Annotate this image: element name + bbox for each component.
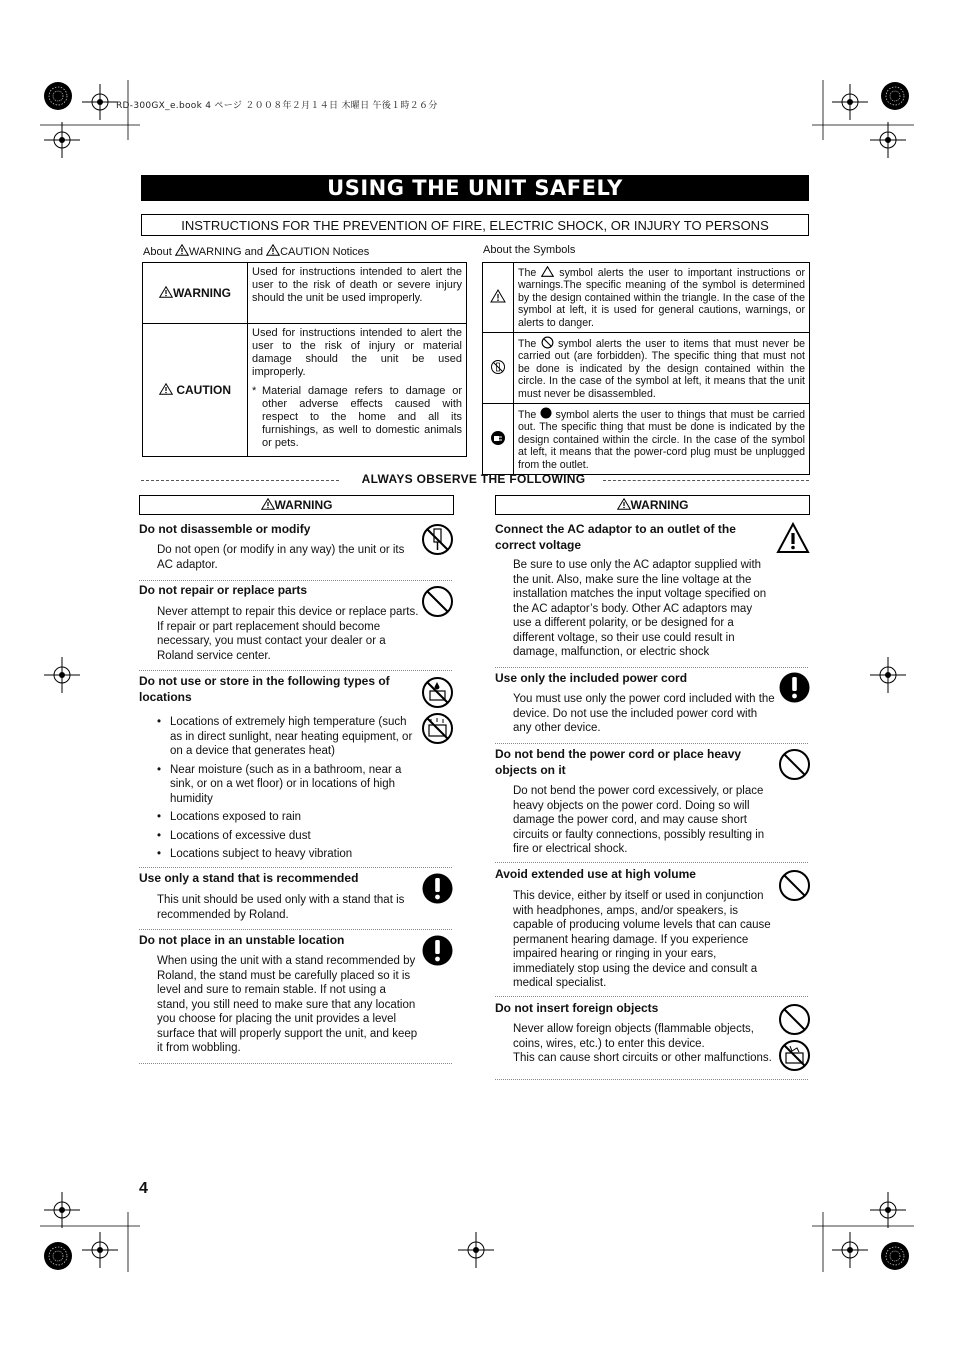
- prohibited-icon: [421, 585, 454, 618]
- item-separator: [139, 1063, 452, 1064]
- caution-name: CAUTION: [176, 383, 231, 397]
- prohibited-icon: [778, 1003, 811, 1036]
- warning-triangle-icon: [776, 522, 810, 554]
- item-separator: [495, 743, 808, 744]
- symbol-cell-triangle: [483, 263, 514, 333]
- prohibit-description: The symbol alerts the user to items that must never be carried out (are forbidden). The specific thing that must not be done is indicated by the design contained within the circle. In the case of the symbol at left, it means that the unit must never be disassembled.: [514, 333, 810, 404]
- item-body-text: Never allow foreign objects (flammable objects, coins, wires, etc.) to enter this device.: [513, 1023, 754, 1050]
- unplug-icon: [490, 430, 506, 446]
- item-separator: [139, 929, 452, 930]
- item-body: Never attempt to repair this device or replace parts. If repair or part replacement should become necessary, you must contact your dealer or a Roland service center.: [157, 606, 419, 662]
- warning-label: WARNING: [188, 246, 242, 258]
- item-title: Do not place in an unstable location: [139, 933, 345, 947]
- item-body-text: This can cause short circuits or other malfunctions.: [513, 1052, 772, 1064]
- page-number: 4: [139, 1180, 148, 1197]
- list-item: • Near moisture (such as in a bathroom, near a sink, or on a wet floor) or in locations of high humidity: [157, 763, 419, 807]
- warning-description: Used for instructions intended to alert the user to the risk of death or severe injury should the unit be used improperly.: [248, 263, 467, 324]
- mandatory-description: The symbol alerts the user to things that must be carried out. The specific thing that must be done is indicated by the design contained within the circle. In the case of the symbol at left, it means that the power-cord plug must be unplugged from the outlet.: [514, 404, 810, 475]
- item-body: [513, 1022, 775, 1066]
- symbol-cell-mandatory: [483, 404, 514, 475]
- notices-table: [142, 262, 467, 457]
- item-title: Use only the included power cord: [495, 671, 688, 685]
- item-title: Do not disassemble or modify: [139, 522, 311, 536]
- item-separator: [495, 1079, 808, 1080]
- symbols-label: About the Symbols: [483, 244, 576, 256]
- item-title: Do not use or store in the following types of locations: [139, 674, 390, 704]
- no-disassemble-icon: [421, 523, 454, 556]
- notices-label: [143, 244, 369, 258]
- item-body: This unit should be used only with a stand that is recommended by Roland.: [157, 894, 405, 921]
- list-item: • Locations exposed to rain: [157, 810, 419, 825]
- item-title: Avoid extended use at high volume: [495, 867, 696, 881]
- warning-triangle-icon: [175, 244, 189, 256]
- mandatory-icon: [421, 934, 454, 967]
- warning-triangle-icon: [617, 498, 631, 510]
- warning-name: WARNING: [173, 286, 231, 300]
- item-body: You must use only the power cord included with the device. Do not use the included power cord with any other device.: [513, 693, 775, 734]
- about-label: About: [143, 246, 172, 258]
- item-separator: [139, 580, 452, 581]
- item-body: When using the unit with a stand recommended by Roland, the stand must be carefully placed so it is level and sure to remain stable. If not using a stand, you still need to make sure that any location you choose for placing the unit provides a level surface that will properly support the unit, and keep it from wobbling.: [157, 955, 418, 1054]
- warning-triangle-icon: [266, 244, 280, 256]
- item-title: Do not insert foreign objects: [495, 1001, 659, 1015]
- dotted-rule: [141, 480, 339, 481]
- item-title: Connect the AC adaptor to an outlet of the correct voltage: [495, 522, 736, 552]
- list-item: • Locations of excessive dust: [157, 829, 419, 844]
- caution-notices-label: CAUTION Notices: [280, 246, 370, 258]
- item-body: Be sure to use only the AC adaptor supplied with the unit. Also, make sure the line voltage at the installation matches the input voltage specified on the AC adaptor’s body. Other AC adaptors may use a different polarity, or be designed for a different voltage, so their use could result in damage, malfunction, or electric shock: [513, 559, 767, 658]
- note-text: Material damage refers to damage or other adverse effects caused with respect to the home and all its furnishings, as well to domestic animals or pets.: [262, 385, 462, 449]
- dotted-rule: [603, 480, 809, 481]
- prohibited-icon: [778, 869, 811, 902]
- triangle-icon: [541, 266, 554, 277]
- left-warning-heading: WARNING: [139, 495, 454, 515]
- no-foreign-objects-icon: [778, 1039, 811, 1072]
- item-body: Do not bend the power cord excessively, or place heavy objects on the power cord. Doing so will damage the power cord, and may cause short circuits or faulty connections, possibly resulting in fire or electrical shock.: [513, 785, 765, 855]
- item-separator: [139, 670, 452, 671]
- item-separator: [495, 996, 808, 997]
- prohibited-icon: [778, 748, 811, 781]
- warning-triangle-icon: [159, 383, 173, 395]
- caution-cell: [143, 324, 248, 457]
- locations-list: [157, 715, 419, 866]
- item-title: Use only a stand that is recommended: [139, 871, 359, 885]
- symbols-table: [482, 262, 810, 475]
- item-title: Do not repair or replace parts: [139, 583, 308, 597]
- list-item: • Locations of extremely high temperature (such as in direct sunlight, near heating equipment, or on a device that generates heat): [157, 715, 419, 759]
- prohibited-icon: [541, 336, 554, 349]
- triangle-description: The symbol alerts the user to important instructions or warnings.The specific meaning of the symbol is determined by the design contained within the triangle. In the case of the symbol at left, it is used for general cautions, warnings, or alerts to danger.: [514, 263, 810, 333]
- no-moisture-icon: [421, 712, 454, 745]
- item-body: This device, either by itself or used in conjunction with headphones, amps, and/or speakers, is capable of producing volume levels that can cause permanent hearing damage. If you experience impaired hearing or ringing in your ears, immediately stop using the device and consult a medical specialist.: [513, 890, 771, 989]
- no-water-icon: [421, 676, 454, 709]
- warning-triangle-icon: [159, 286, 173, 298]
- warning-triangle-icon: [490, 289, 506, 303]
- warning-cell: [143, 263, 248, 324]
- caution-note: [252, 385, 462, 450]
- always-observe-heading: ALWAYS OBSERVE THE FOLLOWING: [361, 472, 586, 486]
- no-disassemble-icon: [490, 359, 506, 375]
- item-separator: [495, 862, 808, 863]
- caution-description: Used for instructions intended to alert the user to the risk of injury or material damage should the unit be used improperly.: [252, 327, 462, 378]
- item-body: Do not open (or modify in any way) the unit or its AC adaptor.: [157, 544, 405, 571]
- page-title: USING THE UNIT SAFELY: [141, 175, 809, 201]
- warning-triangle-icon: [261, 498, 275, 510]
- item-separator: [139, 867, 452, 868]
- mandatory-icon: [540, 407, 552, 419]
- and-label: and: [244, 246, 263, 258]
- mandatory-icon: [778, 671, 811, 704]
- caution-description-cell: [248, 324, 467, 457]
- mandatory-icon: [421, 872, 454, 905]
- item-title: Do not bend the power cord or place heavy objects on it: [495, 747, 742, 777]
- instructions-heading: INSTRUCTIONS FOR THE PREVENTION OF FIRE, ELECTRIC SHOCK, OR INJURY TO PERSONS: [141, 214, 809, 236]
- symbol-cell-prohibit: [483, 333, 514, 404]
- right-warning-heading: WARNING: [495, 495, 810, 515]
- always-observe-bar: [141, 472, 809, 490]
- note-star: *: [252, 385, 257, 397]
- book-file-meta: RD-300GX_e.book 4 ページ ２００８年２月１４日 木曜日 午後１時２６分: [116, 101, 438, 111]
- list-item: • Locations subject to heavy vibration: [157, 847, 419, 862]
- item-separator: [495, 667, 808, 668]
